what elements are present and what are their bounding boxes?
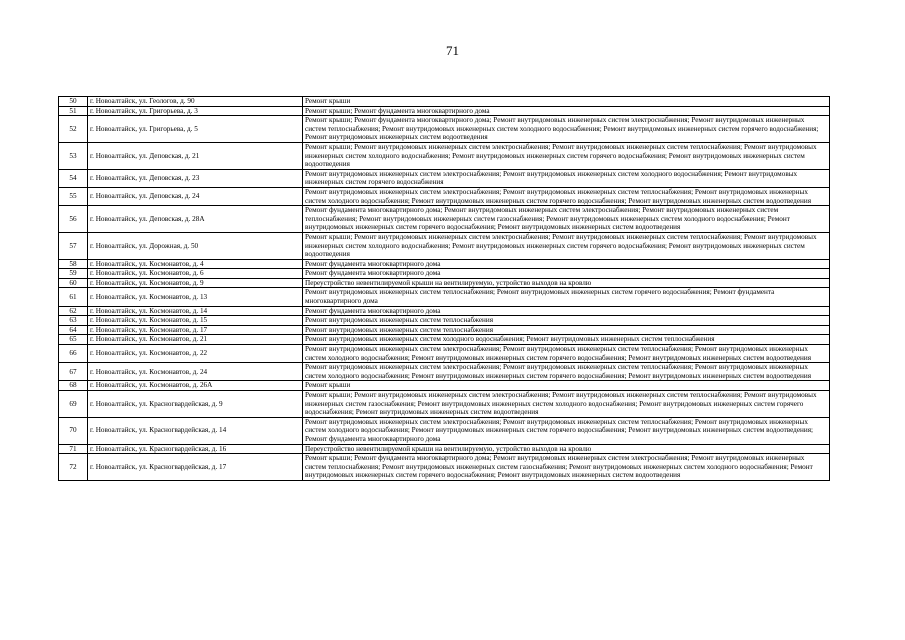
row-number-cell: 69 xyxy=(59,391,88,418)
table-row xyxy=(59,278,830,288)
address-cell: г. Новоалтайск, ул. Красногвардейская, д. 9 xyxy=(88,391,303,418)
works-cell: Ремонт внутридомовых инженерных систем теплоснабжения xyxy=(303,325,830,335)
address-cell: г. Новоалтайск, ул. Красногвардейская, д. 14 xyxy=(88,417,303,444)
row-number-cell: 65 xyxy=(59,335,88,345)
table-row xyxy=(59,187,830,205)
table-row xyxy=(59,306,830,316)
row-number-cell: 66 xyxy=(59,345,88,363)
works-cell: Ремонт крыши xyxy=(303,381,830,391)
row-number-cell: 72 xyxy=(59,454,88,481)
address-cell: г. Новоалтайск, ул. Геологов, д. 90 xyxy=(88,97,303,107)
row-number-cell: 71 xyxy=(59,444,88,454)
works-cell: Ремонт внутридомовых инженерных систем электроснабжения; Ремонт внутридомовых инженерных систем холодного водоснабжения; Ремонт внутридомовых инженерных систем горячего водоснабжения xyxy=(303,169,830,187)
row-number-cell: 59 xyxy=(59,269,88,279)
row-number-cell: 67 xyxy=(59,363,88,381)
row-number-cell: 51 xyxy=(59,106,88,116)
address-cell: г. Новоалтайск, ул. Космонавтов, д. 24 xyxy=(88,363,303,381)
address-cell: г. Новоалтайск, ул. Космонавтов, д. 22 xyxy=(88,345,303,363)
table-row xyxy=(59,97,830,107)
works-cell: Ремонт фундамента многоквартирного дома xyxy=(303,269,830,279)
table-row xyxy=(59,316,830,326)
row-number-cell: 55 xyxy=(59,187,88,205)
works-cell: Ремонт крыши; Ремонт фундамента многоквартирного дома xyxy=(303,106,830,116)
address-cell: г. Новоалтайск, ул. Космонавтов, д. 6 xyxy=(88,269,303,279)
row-number-cell: 62 xyxy=(59,306,88,316)
works-cell: Переустройство невентилируемой крыши на вентилируемую, устройство выходов на кровлю xyxy=(303,444,830,454)
address-cell: г. Новоалтайск, ул. Григорьева, д. 5 xyxy=(88,116,303,143)
works-cell: Ремонт внутридомовых инженерных систем теплоснабжения xyxy=(303,316,830,326)
address-cell: г. Новоалтайск, ул. Космонавтов, д. 26А xyxy=(88,381,303,391)
works-cell: Ремонт фундамента многоквартирного дома xyxy=(303,306,830,316)
table-row xyxy=(59,106,830,116)
works-cell: Ремонт фундамента многоквартирного дома xyxy=(303,259,830,269)
address-cell: г. Новоалтайск, ул. Космонавтов, д. 17 xyxy=(88,325,303,335)
row-number-cell: 54 xyxy=(59,169,88,187)
works-cell: Переустройство невентилируемой крыши на вентилируемую, устройство выходов на кровлю xyxy=(303,278,830,288)
table-body xyxy=(59,97,830,481)
address-cell: г. Новоалтайск, ул. Космонавтов, д. 15 xyxy=(88,316,303,326)
table-row xyxy=(59,288,830,306)
address-cell: г. Новоалтайск, ул. Красногвардейская, д. 17 xyxy=(88,454,303,481)
table-row xyxy=(59,335,830,345)
table-row xyxy=(59,417,830,444)
table-row xyxy=(59,232,830,259)
works-cell: Ремонт внутридомовых инженерных систем теплоснабжения; Ремонт внутридомовых инженерных систем горячего водоснабжения; Ремонт фундамента многоквартирного дома xyxy=(303,288,830,306)
address-cell: г. Новоалтайск, ул. Деповская, д. 21 xyxy=(88,142,303,169)
row-number-cell: 52 xyxy=(59,116,88,143)
repair-works-table xyxy=(58,96,830,481)
row-number-cell: 70 xyxy=(59,417,88,444)
works-cell: Ремонт крыши; Ремонт внутридомовых инженерных систем электроснабжения; Ремонт внутридомовых инженерных систем теплоснабжения; Ремонт внутридомовых инженерных систем газоснабжения; Ремонт внутридомовых инженерных систем холодного водоснабжения; Ремонт внутридомовых инженерных систем горячего водоснабжения; Ремонт внутридомовых инженерных систем водоотведения xyxy=(303,391,830,418)
row-number-cell: 68 xyxy=(59,381,88,391)
row-number-cell: 60 xyxy=(59,278,88,288)
row-number-cell: 64 xyxy=(59,325,88,335)
address-cell: г. Новоалтайск, ул. Красногвардейская, д. 16 xyxy=(88,444,303,454)
address-cell: г. Новоалтайск, ул. Деповская, д. 28А xyxy=(88,206,303,233)
row-number-cell: 63 xyxy=(59,316,88,326)
address-cell: г. Новоалтайск, ул. Деповская, д. 23 xyxy=(88,169,303,187)
works-cell: Ремонт внутридомовых инженерных систем электроснабжения; Ремонт внутридомовых инженерных систем теплоснабжения; Ремонт внутридомовых инженерных систем холодного водоснабжения; Ремонт внутридомовых инженерных систем горячего водоснабжения; Ремонт внутридомовых инженерных систем водоотведения; Ремонт фундамента многоквартирного дома xyxy=(303,417,830,444)
address-cell: г. Новоалтайск, ул. Дорожная, д. 50 xyxy=(88,232,303,259)
row-number-cell: 58 xyxy=(59,259,88,269)
row-number-cell: 56 xyxy=(59,206,88,233)
works-cell: Ремонт фундамента многоквартирного дома; Ремонт внутридомовых инженерных систем электроснабжения; Ремонт внутридомовых инженерных систем теплоснабжения; Ремонт внутридомовых инженерных систем газоснабжения; Ремонт внутридомовых инженерных систем холодного водоснабжения; Ремонт внутридомовых инженерных систем горячего водоснабжения; Ремонт внутридомовых инженерных систем водоотведения xyxy=(303,206,830,233)
table-row xyxy=(59,142,830,169)
address-cell: г. Новоалтайск, ул. Григорьева, д. 3 xyxy=(88,106,303,116)
works-cell: Ремонт крыши; Ремонт фундамента многоквартирного дома; Ремонт внутридомовых инженерных систем электроснабжения; Ремонт внутридомовых инженерных систем теплоснабжения; Ремонт внутридомовых инженерных систем газоснабжения; Ремонт внутридомовых инженерных систем холодного водоснабжения; Ремонт внутридомовых инженерных систем горячего водоснабжения; Ремонт внутридомовых инженерных систем водоотведения xyxy=(303,454,830,481)
address-cell: г. Новоалтайск, ул. Космонавтов, д. 21 xyxy=(88,335,303,345)
address-cell: г. Новоалтайск, ул. Космонавтов, д. 13 xyxy=(88,288,303,306)
table-row xyxy=(59,381,830,391)
address-cell: г. Новоалтайск, ул. Космонавтов, д. 9 xyxy=(88,278,303,288)
works-cell: Ремонт крыши; Ремонт внутридомовых инженерных систем электроснабжения; Ремонт внутридомовых инженерных систем теплоснабжения; Ремонт внутридомовых инженерных систем холодного водоснабжения; Ремонт внутридомовых инженерных систем горячего водоснабжения; Ремонт внутридомовых инженерных систем водоотведения xyxy=(303,142,830,169)
row-number-cell: 53 xyxy=(59,142,88,169)
table-row xyxy=(59,206,830,233)
address-cell: г. Новоалтайск, ул. Деповская, д. 24 xyxy=(88,187,303,205)
table-row xyxy=(59,454,830,481)
works-cell: Ремонт крыши xyxy=(303,97,830,107)
table-row xyxy=(59,391,830,418)
works-cell: Ремонт внутридомовых инженерных систем электроснабжения; Ремонт внутридомовых инженерных систем теплоснабжения; Ремонт внутридомовых инженерных систем холодного водоснабжения; Ремонт внутридомовых инженерных систем горячего водоснабжения; Ремонт внутридомовых инженерных систем водоотведения xyxy=(303,363,830,381)
row-number-cell: 57 xyxy=(59,232,88,259)
table-row xyxy=(59,345,830,363)
table-row xyxy=(59,363,830,381)
works-cell: Ремонт крыши; Ремонт внутридомовых инженерных систем электроснабжения; Ремонт внутридомовых инженерных систем теплоснабжения; Ремонт внутридомовых инженерных систем холодного водоснабжения; Ремонт внутридомовых инженерных систем горячего водоснабжения; Ремонт внутридомовых инженерных систем водоотведения xyxy=(303,232,830,259)
row-number-cell: 61 xyxy=(59,288,88,306)
page-number: 71 xyxy=(446,43,459,58)
works-cell: Ремонт внутридомовых инженерных систем электроснабжения; Ремонт внутридомовых инженерных систем теплоснабжения; Ремонт внутридомовых инженерных систем холодного водоснабжения; Ремонт внутридомовых инженерных систем горячего водоснабжения; Ремонт внутридомовых инженерных систем водоотведения xyxy=(303,187,830,205)
works-cell: Ремонт крыши; Ремонт фундамента многоквартирного дома; Ремонт внутридомовых инженерных систем электроснабжения; Ремонт внутридомовых инженерных систем теплоснабжения; Ремонт внутридомовых инженерных систем холодного водоснабжения; Ремонт внутридомовых инженерных систем горячего водоснабжения; Ремонт внутридомовых инженерных систем водоотведения xyxy=(303,116,830,143)
address-cell: г. Новоалтайск, ул. Космонавтов, д. 14 xyxy=(88,306,303,316)
table-row xyxy=(59,116,830,143)
table-row xyxy=(59,444,830,454)
table-row xyxy=(59,259,830,269)
works-cell: Ремонт внутридомовых инженерных систем электроснабжения; Ремонт внутридомовых инженерных систем теплоснабжения; Ремонт внутридомовых инженерных систем холодного водоснабжения; Ремонт внутридомовых инженерных систем горячего водоснабжения; Ремонт внутридомовых инженерных систем водоотведения xyxy=(303,345,830,363)
works-cell: Ремонт внутридомовых инженерных систем холодного водоснабжения; Ремонт внутридомовых инженерных систем теплоснабжения xyxy=(303,335,830,345)
table-row xyxy=(59,269,830,279)
table-row xyxy=(59,169,830,187)
row-number-cell: 50 xyxy=(59,97,88,107)
address-cell: г. Новоалтайск, ул. Космонавтов, д. 4 xyxy=(88,259,303,269)
table-row xyxy=(59,325,830,335)
